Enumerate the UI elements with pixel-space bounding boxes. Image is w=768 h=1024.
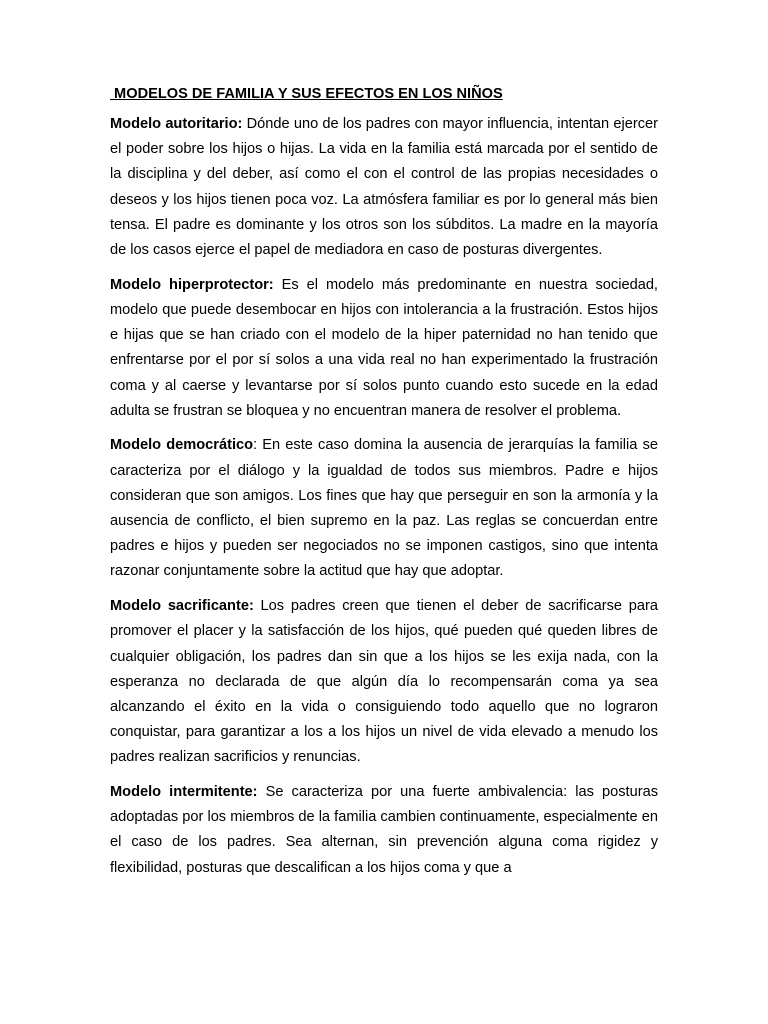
paragraph-term: Modelo intermitente: [110, 784, 258, 801]
paragraph-term: Modelo sacrificante: [110, 598, 254, 615]
paragraph-text: Es el modelo más predominante en nuestra sociedad, modelo que puede desembocar en hijos con intolerancia a la frustración. Estos hijos e hijas que se han criado con el modelo de la hiper paternidad no han tenido que enfrentarse por el por sí solos a una vida real no han experimentado la frustración coma y al caerse y levantarse por sí solos punto cuando esto sucede en la edad adulta se frustran se bloquea y no encuentran manera de resolver el problema. [110, 276, 658, 419]
paragraph-text: Los padres creen que tienen el deber de sacrificarse para promover el placer y la satisfacción de los hijos, qué pueden qué queden libres de cualquier obligación, los padres dan sin que a los hijos se les exija nada, con la esperanza no declarada de que algún día lo recompensarán coma ya sea alcanzando el éxito en la vida o consiguiendo todo aquello que no lograron conquistar, para garantizar a los a los hijos un nivel de vida elevado a menudo los padres realizan sacrificios y renuncias. [110, 598, 658, 766]
paragraph-text: : En este caso domina la ausencia de jerarquías la familia se caracteriza por el diálogo y la igualdad de todos sus miembros. Padre e hijos consideran que son amigos. Los fines que hay que perseguir en son la armonía y la ausencia de conflicto, el bien supremo en la paz. Las reglas se concuerdan entre padres e hijos y pueden ser negociados no se imponen castigos, sino que intenta razonar conjuntamente sobre la actitud que hay que adoptar. [110, 437, 658, 580]
document-title: MODELOS DE FAMILIA Y SUS EFECTOS EN LOS NIÑOS [110, 86, 503, 102]
paragraph-text: Dónde uno de los padres con mayor influencia, intentan ejercer el poder sobre los hijos o hijas. La vida en la familia está marcada por el sentido de la disciplina y del deber, así como el con el control de las propias necesidades o deseos y los hijos tienen poca voz. La atmósfera familiar es por lo general más bien tensa. El padre es dominante y los otros son los súbditos. La madre en la mayoría de los casos ejerce el papel de mediadora en caso de posturas divergentes. [110, 116, 658, 259]
paragraph-autoritario [110, 112, 658, 263]
paragraph-hiperprotector [110, 273, 658, 424]
paragraph-intermitente [110, 780, 658, 881]
paragraph-democratico [110, 433, 658, 584]
document-page [110, 84, 658, 890]
paragraph-text: Se caracteriza por una fuerte ambivalencia: las posturas adoptadas por los miembros de la familia cambien continuamente, especialmente en el caso de los padres. Sea alternan, sin prevención alguna coma rigidez y flexibilidad, posturas que descalifican a los hijos coma y que a [110, 784, 658, 876]
paragraph-term: Modelo hiperprotector: [110, 276, 274, 293]
paragraph-term: Modelo democrático [110, 437, 254, 454]
paragraph-sacrificante [110, 594, 658, 770]
paragraph-term: Modelo autoritario: [110, 116, 243, 132]
